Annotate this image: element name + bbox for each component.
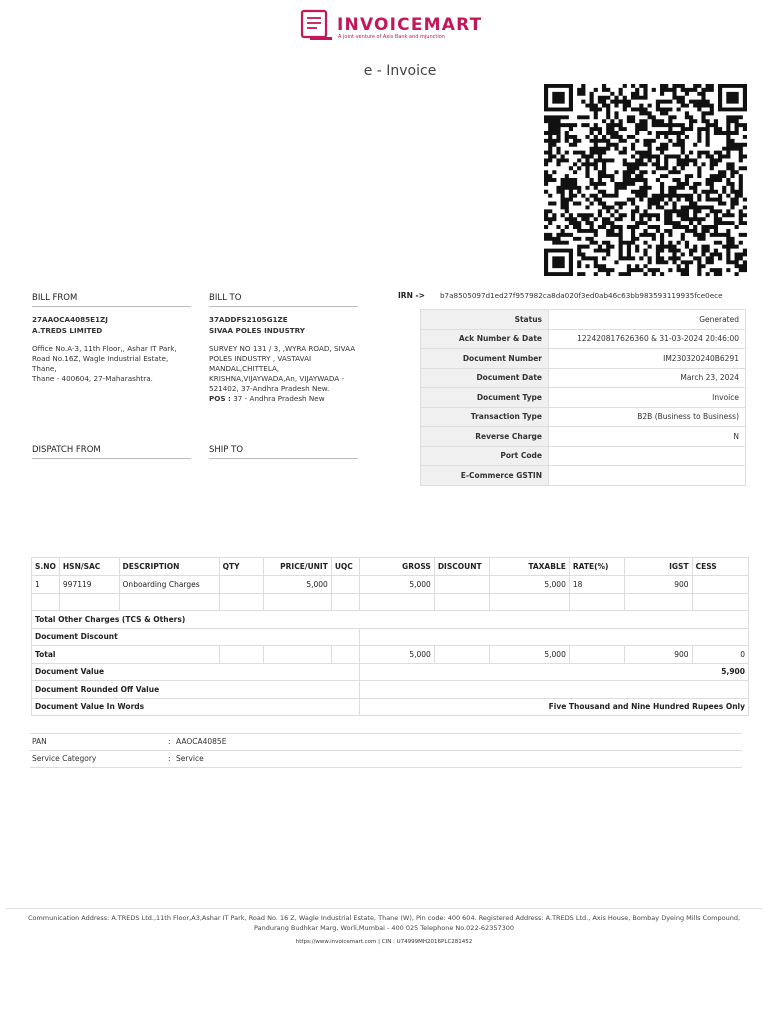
service-category-label: Service Category <box>32 754 97 763</box>
bill-to-address: SURVEY NO 131 / 3, ,WYRA ROAD, SIVAA POLES INDUSTRY , VASTAVAI MANDAL,CHITTELA, KRISHNA,VIJAYWADA,An, VIJAYWADA - 521402, 37-Andhra Pradesh New. <box>209 344 356 393</box>
meta-key: Reverse Charge <box>421 427 549 447</box>
meta-key: Port Code <box>421 446 549 466</box>
column-header: S.NO <box>32 558 60 576</box>
bill-from-address: Office No.A-3, 11th Floor,, Ashar IT Park, Road No.16Z, Wagle Industrial Estate, Thane, <box>32 344 177 373</box>
meta-value: N <box>549 427 746 447</box>
value-in-words-label: Document Value In Words <box>32 698 360 716</box>
table-cell <box>692 576 748 594</box>
column-header: IGST <box>624 558 692 576</box>
brand-tagline: A joint venture of Axis Bank and mjunction <box>338 34 445 40</box>
column-header: QTY <box>219 558 264 576</box>
column-header: PRICE/UNIT <box>264 558 332 576</box>
empty-cell <box>692 593 748 611</box>
column-header: DISCOUNT <box>434 558 489 576</box>
table-cell: 1 <box>32 576 60 594</box>
empty-cell <box>219 593 264 611</box>
table-cell: 18 <box>569 576 624 594</box>
items-header-row <box>32 558 749 576</box>
bill-from-name: A.TREDS LIMITED <box>32 326 103 335</box>
table-row <box>32 576 749 594</box>
column-header: DESCRIPTION <box>119 558 219 576</box>
footer-address: Communication Address: A.TREDS Ltd.,11th Floor,A3,Ashar IT Park, Road No. 16 Z, Wagle Industrial Estate, Thane (W), Pin code: 400 604. Registered Address: A.TREDS Ltd., Axis House, Bombay Dyeing Mills Compound, Pandurang Budhkar Marg, Worli,Mumbai - 400 025 Telephone No.022-62357300 <box>27 914 741 932</box>
meta-value <box>549 446 746 466</box>
table-cell: 900 <box>624 576 692 594</box>
table-cell <box>434 576 489 594</box>
meta-row <box>421 466 746 486</box>
bill-from-gstin: 27AAOCA4085E1ZJ <box>32 315 108 324</box>
dispatch-from-section <box>32 445 191 459</box>
meta-value: 122420817626360 & 31-03-2024 20:46:00 <box>549 329 746 349</box>
column-header: GROSS <box>359 558 434 576</box>
meta-key: Document Type <box>421 388 549 408</box>
pos-value: 37 - Andhra Pradesh New <box>230 394 325 403</box>
meta-row <box>421 349 746 369</box>
meta-key: E-Commerce GSTIN <box>421 466 549 486</box>
meta-key: Transaction Type <box>421 407 549 427</box>
table-cell: 5,000 <box>359 576 434 594</box>
meta-value: IM230320240B6291 <box>549 349 746 369</box>
table-cell: 5,000 <box>489 576 569 594</box>
ship-to-section <box>209 445 358 459</box>
total-price-cell <box>264 646 332 664</box>
empty-cell <box>359 593 434 611</box>
footer-link[interactable]: https://www.invoicemart.com | CIN : U74999MH2016PLC281452 <box>295 939 473 945</box>
meta-value: Generated <box>549 310 746 330</box>
meta-row <box>421 368 746 388</box>
bill-from-heading: BILL FROM <box>32 293 191 307</box>
brand-name: INVOICEMART <box>337 15 483 35</box>
empty-cell <box>331 593 359 611</box>
empty-cell <box>59 593 119 611</box>
meta-key: Document Date <box>421 368 549 388</box>
irn-value: b7a8505097d1ed27f957982ca8da020f3ed0ab46c63bb983593119935fce0ece <box>440 291 723 300</box>
meta-row <box>421 310 746 330</box>
total-cess: 0 <box>692 646 748 664</box>
pan-label: PAN <box>32 737 47 746</box>
total-gross: 5,000 <box>359 646 434 664</box>
document-details-table <box>420 309 746 486</box>
meta-row <box>421 407 746 427</box>
rounded-off-row <box>32 681 749 699</box>
document-value-row <box>32 663 749 681</box>
invoice-logo-icon <box>300 9 334 41</box>
pan-separator: : <box>168 737 171 746</box>
total-rate-cell <box>569 646 624 664</box>
pan-top-divider <box>30 733 742 734</box>
document-value: 5,900 <box>359 663 748 681</box>
column-header: HSN/SAC <box>59 558 119 576</box>
service-category-row <box>32 754 742 763</box>
table-cell: 997119 <box>59 576 119 594</box>
total-row <box>32 646 749 664</box>
table-cell: 5,000 <box>264 576 332 594</box>
empty-cell <box>119 593 219 611</box>
meta-value: B2B (Business to Business) <box>549 407 746 427</box>
empty-cell <box>624 593 692 611</box>
service-category-separator: : <box>168 754 171 763</box>
meta-value: March 23, 2024 <box>549 368 746 388</box>
bill-to-heading: BILL TO <box>209 293 358 307</box>
column-header: UQC <box>331 558 359 576</box>
meta-key: Ack Number & Date <box>421 329 549 349</box>
rounded-off-value <box>359 681 748 699</box>
line-items-table <box>31 557 749 716</box>
footer-divider <box>6 908 762 909</box>
brand-logo <box>300 9 483 41</box>
meta-row <box>421 446 746 466</box>
column-header: RATE(%) <box>569 558 624 576</box>
ship-to-heading: SHIP TO <box>209 445 358 459</box>
bill-to-section <box>209 293 358 404</box>
empty-cell <box>264 593 332 611</box>
rounded-off-label: Document Rounded Off Value <box>32 681 360 699</box>
document-discount-label: Document Discount <box>32 628 360 646</box>
meta-row <box>421 388 746 408</box>
dispatch-from-heading: DISPATCH FROM <box>32 445 191 459</box>
empty-row <box>32 593 749 611</box>
table-cell <box>219 576 264 594</box>
table-cell: Onboarding Charges <box>119 576 219 594</box>
bill-to-name: SIVAA POLES INDUSTRY <box>209 326 306 335</box>
total-discount-cell <box>434 646 489 664</box>
service-divider <box>30 767 742 768</box>
document-discount-value <box>359 628 748 646</box>
bill-from-section <box>32 293 191 384</box>
empty-cell <box>489 593 569 611</box>
meta-row <box>421 329 746 349</box>
meta-row <box>421 427 746 447</box>
document-value-label: Document Value <box>32 663 360 681</box>
service-category-value: Service <box>176 754 204 763</box>
table-cell <box>331 576 359 594</box>
qr-code-image <box>544 84 747 276</box>
irn-label: IRN -> <box>398 291 425 300</box>
total-label: Total <box>32 646 220 664</box>
meta-value: Invoice <box>549 388 746 408</box>
empty-cell <box>434 593 489 611</box>
document-discount-row <box>32 628 749 646</box>
bill-to-gstin: 37ADDFS2105G1ZE <box>209 315 288 324</box>
total-taxable: 5,000 <box>489 646 569 664</box>
meta-value <box>549 466 746 486</box>
bill-to-pos <box>209 394 358 404</box>
other-charges-row <box>32 611 749 629</box>
page-title: e - Invoice <box>363 63 437 79</box>
value-in-words: Five Thousand and Nine Hundred Rupees Only <box>359 698 748 716</box>
meta-key: Status <box>421 310 549 330</box>
empty-cell <box>32 593 60 611</box>
bill-from-address-line2: Thane - 400604, 27-Maharashtra. <box>32 374 153 383</box>
total-uqc-cell <box>331 646 359 664</box>
other-charges-label: Total Other Charges (TCS & Others) <box>32 611 749 629</box>
empty-cell <box>569 593 624 611</box>
total-qty-cell <box>219 646 264 664</box>
pan-value: AAOCA4085E <box>176 737 227 746</box>
column-header: CESS <box>692 558 748 576</box>
pos-label: POS : <box>209 394 231 403</box>
pan-divider <box>30 750 742 751</box>
pan-row <box>32 737 742 746</box>
value-in-words-row <box>32 698 749 716</box>
meta-key: Document Number <box>421 349 549 369</box>
total-igst: 900 <box>624 646 692 664</box>
column-header: TAXABLE <box>489 558 569 576</box>
